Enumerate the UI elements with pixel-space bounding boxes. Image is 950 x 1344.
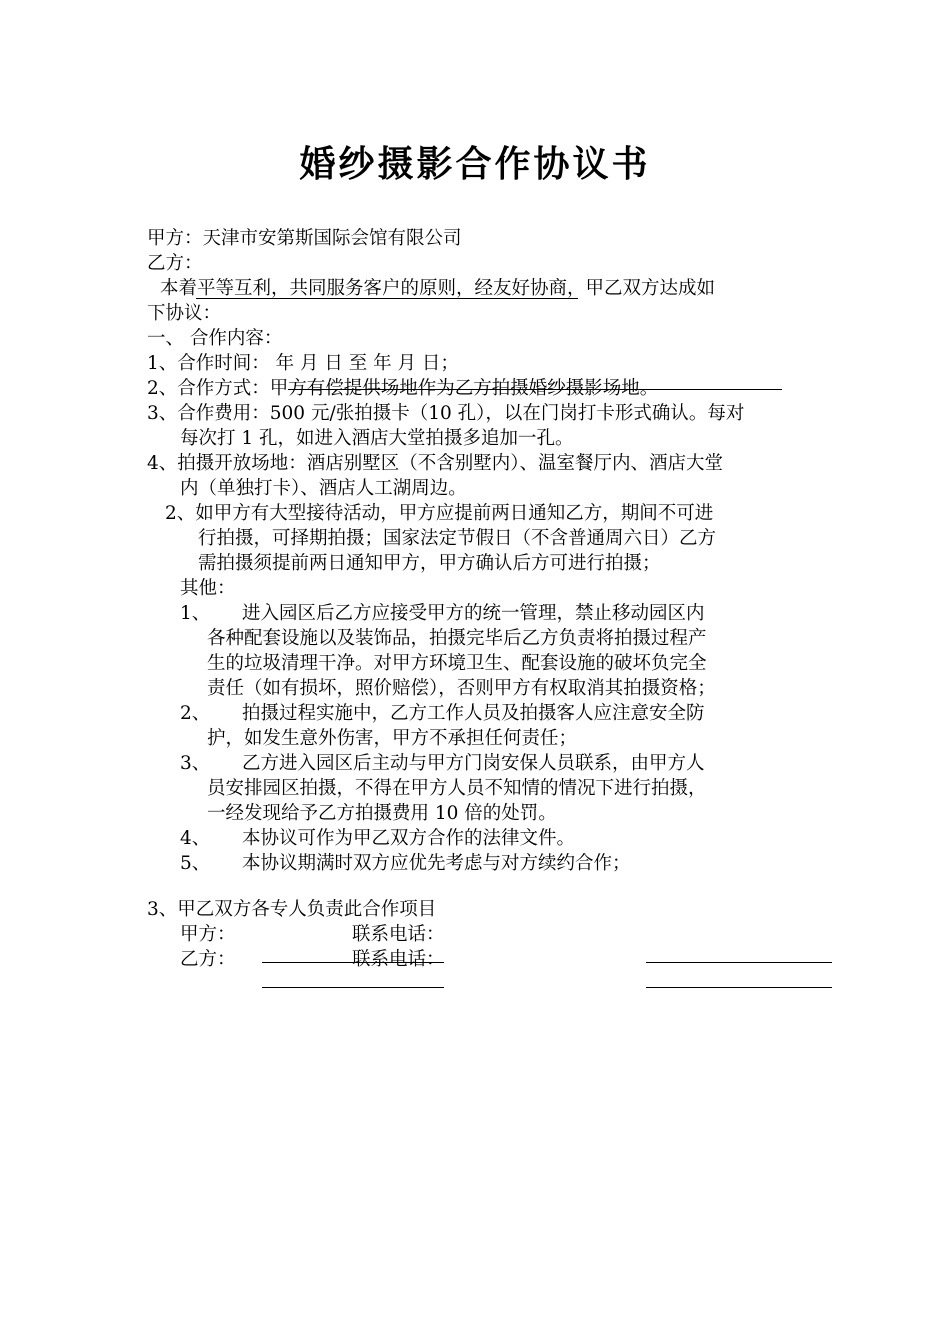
- others-item-3-line-3: 一经发现给予乙方拍摄费用 10 倍的处罚。: [207, 803, 557, 824]
- signature-line-a-phone: [646, 962, 832, 963]
- others-item-number: 5、: [180, 853, 211, 874]
- term-venue-line-1: 4、拍摄开放场地：酒店别墅区（不含别墅内）、温室餐厅内、酒店大堂: [147, 453, 724, 474]
- signature-line-b-name: [262, 987, 444, 988]
- signature-line-b-phone: [646, 987, 832, 988]
- signature-a-label: 甲方：: [180, 924, 236, 945]
- signature-b-label: 乙方：: [180, 949, 236, 970]
- term-method: 2、合作方式：甲方有偿提供场地作为乙方拍摄婚纱摄影场地。: [147, 378, 659, 399]
- others-heading: 其他：: [180, 578, 236, 599]
- term-fee-line-2: 每次打 1 孔，如进入酒店大堂拍摄多追加一孔。: [180, 428, 574, 449]
- term-time: 1、合作时间： 年 月 日 至 年 月 日；: [147, 353, 459, 374]
- others-item-3-line-2: 员安排园区拍摄，不得在甲方人员不知情的情况下进行拍摄，: [207, 778, 707, 799]
- term-venue-line-2: 内（单独打卡）、酒店人工湖周边。: [180, 478, 467, 499]
- others-item-text: 本协议可作为甲乙双方合作的法律文件。: [242, 828, 576, 849]
- preamble-line-2: 下协议：: [147, 303, 222, 324]
- others-item-number: 4、: [180, 828, 211, 849]
- party-a-line: 甲方：天津市安第斯国际会馆有限公司: [147, 228, 462, 249]
- others-item-1: [180, 601, 705, 626]
- notice-line-3: 需拍摄须提前两日通知甲方，甲方确认后方可进行拍摄；: [198, 553, 661, 574]
- responsible-heading: 3、甲乙双方各专人负责此合作项目: [147, 899, 437, 920]
- others-item-1-line-2: 各种配套设施以及装饰品，拍摄完毕后乙方负责将拍摄过程产: [207, 628, 707, 649]
- signature-line-a-name: [262, 962, 444, 963]
- others-item-1-line-4: 责任（如有损坏，照价赔偿），否则甲方有权取消其拍摄资格；: [207, 678, 716, 699]
- others-item-text: 进入园区后乙方应接受甲方的统一管理，禁止移动园区内: [242, 603, 705, 624]
- others-item-number: 2、: [180, 703, 211, 724]
- others-item-4: [180, 826, 575, 851]
- preamble-line-1: 本着平等互利，共同服务客户的原则，经友好协商，甲乙双方达成如: [160, 278, 716, 299]
- others-item-3: [180, 751, 705, 776]
- others-item-text: 本协议期满时双方应优先考虑与对方续约合作；: [242, 853, 631, 874]
- notice-line-1: 2、如甲方有大型接待活动，甲方应提前两日通知乙方，期间不可进: [165, 503, 714, 524]
- term-fee-line-1: 3、合作费用：500 元/张拍摄卡（10 孔），以在门岗打卡形式确认。每对: [147, 403, 745, 424]
- document-title: 婚纱摄影合作协议书: [299, 143, 651, 185]
- others-item-5: [180, 851, 631, 876]
- others-item-2-line-2: 护，如发生意外伤害，甲方不承担任何责任；: [207, 728, 578, 749]
- notice-line-2: 行拍摄，可择期拍摄；国家法定节假日（不含普通周六日）乙方: [198, 528, 717, 549]
- signature-a-phone-label: 联系电话：: [352, 924, 445, 945]
- others-item-2: [180, 701, 705, 726]
- section-content-heading: 一、 合作内容：: [147, 328, 283, 349]
- others-item-text: 乙方进入园区后主动与甲方门岗安保人员联系，由甲方人: [242, 753, 705, 774]
- party-b-line: 乙方：: [147, 253, 203, 274]
- preamble-underline: [196, 298, 578, 299]
- others-item-number: 1、: [180, 603, 211, 624]
- others-item-1-line-3: 生的垃圾清理干净。对甲方环境卫生、配套设施的破坏负完全: [207, 653, 707, 674]
- others-item-text: 拍摄过程实施中，乙方工作人员及拍摄客人应注意安全防: [242, 703, 705, 724]
- others-item-number: 3、: [180, 753, 211, 774]
- signature-b-phone-label: 联系电话：: [352, 949, 445, 970]
- strike-line: [288, 389, 782, 390]
